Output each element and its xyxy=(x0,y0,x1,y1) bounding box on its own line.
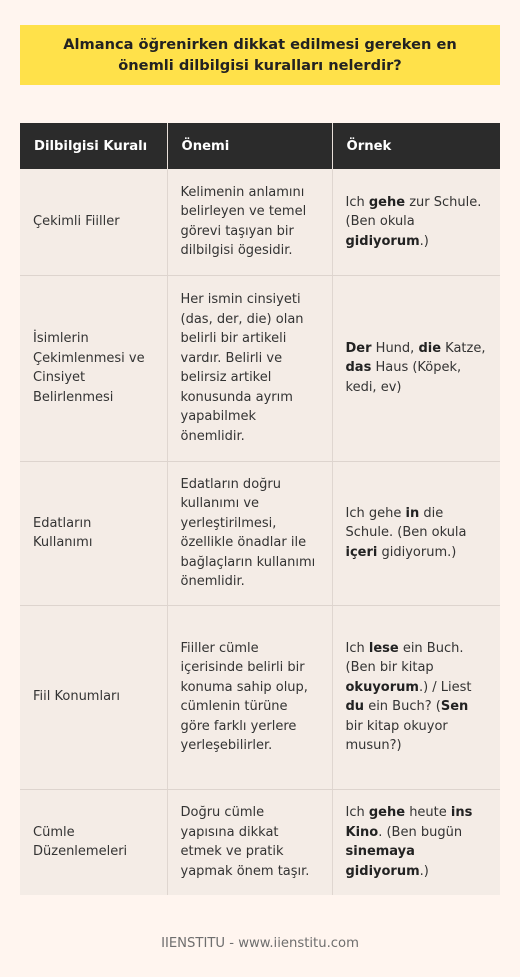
example-text: bir kitap okuyor musun?) xyxy=(345,718,448,753)
table-header-row xyxy=(20,123,500,169)
page-title: Almanca öğrenirken dikkat edilmesi gereken en önemli dilbilgisi kuralları nelerdir? xyxy=(20,25,500,85)
example-text: Ich xyxy=(345,640,369,656)
importance-cell: Kelimenin anlamını belirleyen ve temel görevi taşıyan bir dilbilgisi ögesidir. xyxy=(167,169,332,275)
table-row xyxy=(20,605,500,789)
example-text: Ich xyxy=(345,805,369,821)
example-text: die Schule. (Ben okula xyxy=(345,505,467,541)
example-emphasis: lese xyxy=(368,640,399,656)
example-text: ein Buch? ( xyxy=(364,699,441,714)
example-emphasis: gehe xyxy=(368,194,406,210)
example-emphasis: gehe xyxy=(368,805,406,821)
example-emphasis: Der xyxy=(345,340,372,356)
importance-cell: Doğru cümle yapısına dikkat etmek ve pratik yapmak önem taşır. xyxy=(167,789,332,895)
table-row xyxy=(20,169,500,275)
example-cell xyxy=(332,169,500,275)
example-emphasis: Sen xyxy=(440,699,469,714)
example-text: .) xyxy=(419,863,429,879)
grammar-rules-table xyxy=(20,123,500,895)
example-cell xyxy=(332,605,500,789)
example-emphasis: ins Kino xyxy=(345,805,473,840)
example-text: . (Ben bugün xyxy=(378,824,463,840)
rule-cell: Edatların Kullanımı xyxy=(20,461,167,605)
example-text: zur Schule. (Ben okula xyxy=(345,194,482,229)
example-emphasis: du xyxy=(345,699,365,714)
example-text: Hund, xyxy=(371,340,419,356)
example-emphasis: die xyxy=(418,340,442,356)
example-emphasis: das xyxy=(345,360,372,376)
table-row xyxy=(20,461,500,605)
example-emphasis: gidiyorum xyxy=(345,233,420,249)
importance-cell: Her ismin cinsiyeti (das, der, die) olan belirli bir artikeli vardır. Belirli ve belirsiz artikel konusunda ayrım yapabilmek önemlidir. xyxy=(167,275,332,461)
example-text: .) / Liest xyxy=(418,679,472,695)
importance-cell: Edatların doğru kullanımı ve yerleştirilmesi, özellikle önadlar ile bağlaçların kullanımı önemlidir. xyxy=(167,461,332,605)
example-text: Ich xyxy=(345,194,369,210)
example-emphasis: okuyorum xyxy=(345,679,419,695)
header-importance: Önemi xyxy=(167,123,332,169)
rule-cell: Cümle Düzenlemeleri xyxy=(20,789,167,895)
table-row xyxy=(20,275,500,461)
rule-cell: Fiil Konumları xyxy=(20,605,167,789)
example-emphasis: sinemaya gidiyorum xyxy=(345,844,420,879)
example-cell xyxy=(332,275,500,461)
example-text: ein Buch. (Ben bir kitap xyxy=(345,640,464,675)
example-emphasis: içeri xyxy=(345,544,378,560)
example-text: gidiyorum.) xyxy=(377,544,457,560)
importance-cell: Fiiller cümle içerisinde belirli bir konuma sahip olup, cümlenin türüne göre farklı yerlere yerleşebilirler. xyxy=(167,605,332,789)
example-text: Haus (Köpek, kedi, ev) xyxy=(345,360,462,395)
example-text: heute xyxy=(405,805,451,821)
example-emphasis: in xyxy=(405,505,420,521)
example-text: .) xyxy=(419,233,429,249)
rule-cell: Çekimli Fiiller xyxy=(20,169,167,275)
example-cell xyxy=(332,789,500,895)
header-rule: Dilbilgisi Kuralı xyxy=(20,123,167,169)
footer-credit: IIENSTITU - www.iienstitu.com xyxy=(161,936,359,951)
example-text: Ich gehe xyxy=(345,505,406,521)
example-cell xyxy=(332,461,500,605)
rule-cell: İsimlerin Çekimlenmesi ve Cinsiyet Belirlenmesi xyxy=(20,275,167,461)
example-text: Katze, xyxy=(441,340,486,356)
header-example: Örnek xyxy=(332,123,500,169)
table-row xyxy=(20,789,500,895)
